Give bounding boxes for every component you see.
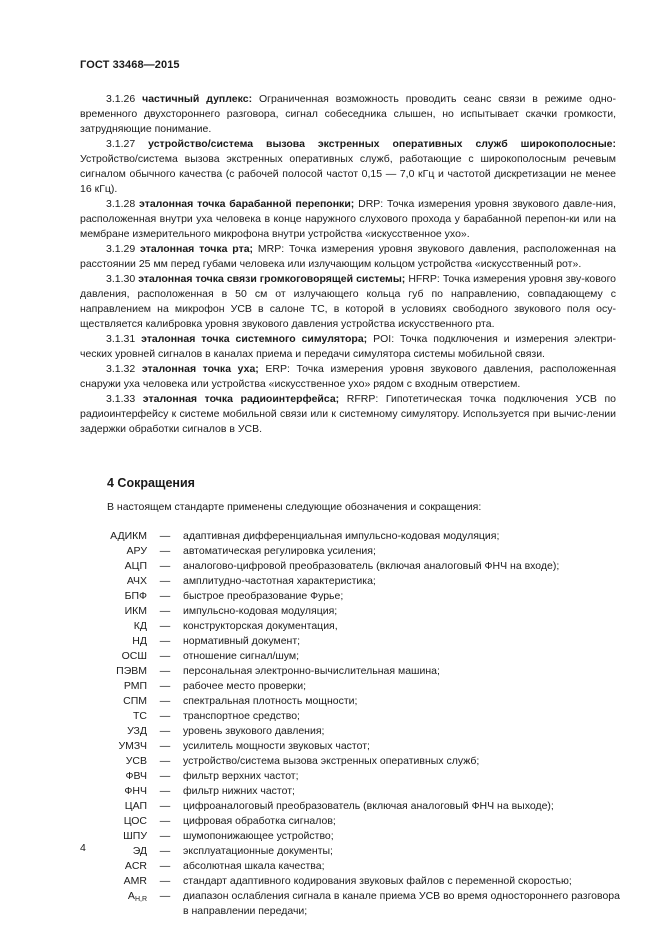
abbr-term: ЭД	[132, 845, 147, 857]
abbr-dash: —	[159, 740, 171, 752]
definition-number: 3.1.26	[106, 93, 136, 105]
abbr-desc: адаптивная дифференциальная импульсно-кодовая модуляция;	[183, 530, 500, 542]
definition-3-1-31	[80, 332, 616, 362]
abbr-dash: —	[159, 785, 171, 797]
abbr-desc: транспортное средство;	[183, 710, 300, 722]
definition-term: эталонная точка рта;	[140, 243, 254, 255]
abbr-dash: —	[159, 560, 171, 572]
definitions-block	[80, 92, 616, 437]
definition-3-1-32	[80, 362, 616, 392]
definition-number: 3.1.31	[106, 333, 136, 345]
definition-text: Устройство/система вызова экстренных оперативных служб, работающие с широкополосным речевым сигналом обычного качества (с рабочей полосой частот 0,15 — 7,0 кГц и частотой дискретизации не менее 16 кГц).	[80, 153, 616, 195]
page-number: 4	[80, 842, 86, 854]
abbr-desc: фильтр нижних частот;	[183, 785, 295, 797]
abbr-dash: —	[159, 815, 171, 827]
abbr-desc: спектральная плотность мощности;	[183, 695, 358, 707]
abbr-desc: амплитудно-частотная характеристика;	[183, 575, 376, 587]
abbr-dash: —	[159, 890, 171, 902]
abbr-desc: отношение сигнал/шум;	[183, 650, 300, 662]
section-intro: В настоящем стандарте применены следующие обозначения и сокращения:	[107, 501, 482, 513]
definition-3-1-33	[80, 392, 616, 437]
definition-term: эталонная точка радиоинтерфейса;	[142, 393, 340, 405]
abbr-term: РМП	[123, 680, 147, 692]
abbr-desc: усилитель мощности звуковых частот;	[183, 740, 370, 752]
list-item	[80, 529, 620, 544]
list-item	[80, 829, 620, 844]
abbr-dash: —	[159, 680, 171, 692]
abbr-desc: автоматическая регулировка усиления;	[183, 545, 376, 557]
definition-number: 3.1.33	[106, 393, 136, 405]
list-item	[80, 559, 620, 574]
list-item	[80, 889, 620, 919]
abbr-dash: —	[159, 770, 171, 782]
abbr-dash: —	[159, 710, 171, 722]
definition-number: 3.1.32	[106, 363, 136, 375]
abbr-dash: —	[159, 575, 171, 587]
abbr-dash: —	[159, 605, 171, 617]
abbr-desc: рабочее место проверки;	[183, 680, 307, 692]
definition-text: RFRP: Гипотетическая точка подключения УСВ по радиоинтерфейсу к системе мобильной связи или к системному симулятору. Используется при вычис-лении задержки обработки сигналов в УСВ.	[80, 393, 617, 435]
abbr-term: ТС	[133, 710, 147, 722]
abbr-desc: цифровая обработка сигналов;	[183, 815, 336, 827]
list-item	[80, 589, 620, 604]
abbr-dash: —	[159, 860, 171, 872]
abbr-dash: —	[159, 650, 171, 662]
abbr-desc: конструкторская документация,	[183, 620, 338, 632]
list-item	[80, 814, 620, 829]
abbr-term: ПЭВМ	[116, 665, 147, 677]
abbr-term: УМЗЧ	[118, 740, 147, 752]
abbr-desc: эксплуатационные документы;	[183, 845, 333, 857]
abbr-desc: аналогово-цифровой преобразователь (включая аналоговый ФНЧ на входе);	[183, 560, 560, 572]
definition-3-1-27	[80, 137, 616, 197]
abbr-dash: —	[159, 530, 171, 542]
definition-number: 3.1.29	[106, 243, 136, 255]
abbr-dash: —	[159, 545, 171, 557]
abbr-term: ШПУ	[123, 830, 147, 842]
list-item	[80, 544, 620, 559]
abbr-term: АЧХ	[126, 575, 147, 587]
abbr-desc: устройство/система вызова экстренных оперативных служб;	[183, 755, 480, 767]
abbr-dash: —	[159, 665, 171, 677]
abbr-dash: —	[159, 845, 171, 857]
list-item	[80, 769, 620, 784]
abbr-term: ОСШ	[121, 650, 147, 662]
abbr-term	[80, 889, 147, 919]
definition-text: DRP: Точка измерения уровня звукового давле-ния, расположенная внутри уха человека в конце наружного слухового прохода у барабанной перепон-ки или на мембране измерительного микрофона внутри устройства «искусственное ухо».	[80, 198, 617, 240]
definition-term: эталонная точка системного симулятора;	[141, 333, 368, 345]
section-title: 4 Сокращения	[107, 476, 195, 490]
abbr-term: АЦП	[124, 560, 147, 572]
list-item	[80, 844, 620, 859]
list-item	[80, 754, 620, 769]
abbr-desc: персональная электронно-вычислительная машина;	[183, 665, 440, 677]
abbr-desc: быстрое преобразование Фурье;	[183, 590, 344, 602]
abbr-dash: —	[159, 695, 171, 707]
list-item	[80, 739, 620, 754]
abbr-term: УЗД	[127, 725, 147, 737]
list-item	[80, 709, 620, 724]
list-item	[80, 604, 620, 619]
abbr-term: ФВЧ	[125, 770, 147, 782]
definition-term: эталонная точка барабанной перепонки;	[139, 198, 355, 210]
abbr-dash: —	[159, 590, 171, 602]
abbr-term: СПМ	[123, 695, 147, 707]
abbr-desc: нормативный документ;	[183, 635, 301, 647]
definition-3-1-26	[80, 92, 616, 137]
abbr-term: ИКМ	[124, 605, 147, 617]
abbr-term: АРУ	[126, 545, 147, 557]
abbr-desc: абсолютная шкала качества;	[183, 860, 325, 872]
list-item	[80, 574, 620, 589]
abbr-term-base: A	[127, 890, 135, 902]
list-item	[80, 679, 620, 694]
abbr-dash: —	[159, 800, 171, 812]
abbr-term: АДИКМ	[110, 530, 147, 542]
definition-term: эталонная точка уха;	[141, 363, 259, 375]
abbr-term: БПФ	[124, 590, 147, 602]
definition-term: частичный дуплекс:	[142, 93, 253, 105]
abbr-dash: —	[159, 620, 171, 632]
list-item	[80, 619, 620, 634]
definition-term: эталонная точка связи громкоговорящей системы;	[138, 273, 406, 285]
abbr-desc: импульсно-кодовая модуляция;	[183, 605, 338, 617]
abbr-term-subscript: H,R	[134, 896, 147, 903]
list-item	[80, 694, 620, 709]
definition-number: 3.1.28	[106, 198, 136, 210]
list-item	[80, 859, 620, 874]
list-item	[80, 799, 620, 814]
definition-number: 3.1.27	[106, 138, 136, 150]
definition-term: устройство/система вызова экстренных оперативных служб широкополосные:	[148, 138, 616, 150]
abbr-desc: диапазон ослабления сигнала в канале приема УСВ во время одностороннего разговора в направлении передачи;	[183, 890, 620, 917]
definition-text: POI: Точка подключения и измерения электри-ческих уровней сигналов в каналах приема и передачи симулятора системы мобильной связи.	[80, 333, 617, 360]
abbr-desc: шумопонижающее устройство;	[183, 830, 334, 842]
abbr-term: ЦОС	[123, 815, 147, 827]
abbreviations-list	[80, 529, 620, 919]
abbr-dash: —	[159, 830, 171, 842]
abbr-term: НД	[132, 635, 147, 647]
abbr-desc: уровень звукового давления;	[183, 725, 325, 737]
abbr-desc: стандарт адаптивного кодирования звуковых файлов с переменной скоростью;	[183, 875, 572, 887]
list-item	[80, 634, 620, 649]
abbr-term: КД	[133, 620, 147, 632]
definition-text: ERP: Точка измерения уровня звукового давления, расположенная снаружи уха человека или устройства «искусственное ухо» рядом с входным отверстием.	[80, 363, 617, 390]
list-item	[80, 724, 620, 739]
list-item	[80, 784, 620, 799]
definition-text: HFRP: Точка измерения уровня зву-кового давления, расположенная в 50 см от излучающего кольца губ по направлению, совпадающему с направлением на микрофон УСВ в салоне ТС, в которой в условиях свободного звукового поля осу-ществляется калибровка уровня звукового давления устройства искусственного рта.	[80, 273, 617, 330]
abbr-term: AMR	[123, 875, 147, 887]
list-item	[80, 874, 620, 889]
abbr-term: ФНЧ	[124, 785, 147, 797]
definition-3-1-28	[80, 197, 616, 242]
abbr-dash: —	[159, 875, 171, 887]
abbr-dash: —	[159, 725, 171, 737]
abbr-term: ЦАП	[124, 800, 147, 812]
list-item	[80, 649, 620, 664]
definition-3-1-30	[80, 272, 616, 332]
abbr-desc: фильтр верхних частот;	[183, 770, 299, 782]
abbr-dash: —	[159, 635, 171, 647]
definition-number: 3.1.30	[106, 273, 136, 285]
abbr-dash: —	[159, 755, 171, 767]
definition-text: MRP: Точка измерения уровня звукового давления, расположенная на расстоянии 25 мм перед губами человека или излучающим кольцом устройства «искусственный рот».	[80, 243, 617, 270]
definition-3-1-29	[80, 242, 616, 272]
definition-text: Ограниченная возможность проводить сеанс связи в режиме одно-временного двухстороннего разговора, сигнал собеседника слышен, но испытывает скачки громкости, затрудняющие понимание.	[80, 93, 617, 135]
list-item	[80, 664, 620, 679]
abbr-desc: цифроаналоговый преобразователь (включая аналоговый ФНЧ на выходе);	[183, 800, 554, 812]
abbr-term: УСВ	[125, 755, 147, 767]
document-code-header: ГОСТ 33468—2015	[80, 59, 180, 71]
abbr-term: ACR	[124, 860, 147, 872]
